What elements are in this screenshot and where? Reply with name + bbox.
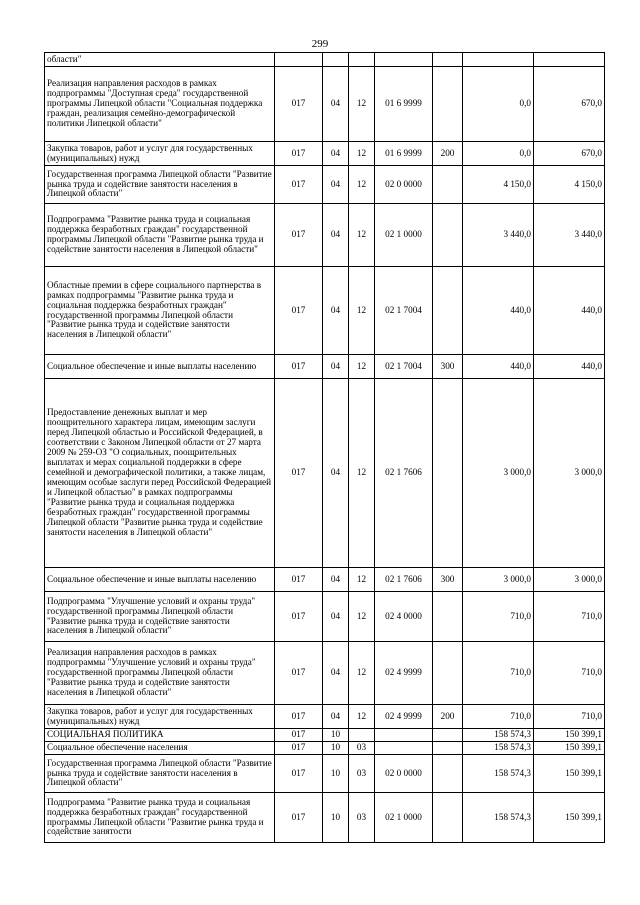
expense-type xyxy=(433,742,463,755)
ved-code xyxy=(275,53,323,67)
subsection-code: 12 xyxy=(349,267,375,355)
ved-code: 017 xyxy=(275,166,323,204)
amount-year-2: 3 000,0 xyxy=(534,379,605,568)
table-row xyxy=(45,592,605,642)
target-article: 02 4 0000 xyxy=(375,592,433,642)
amount-year-1: 710,0 xyxy=(463,705,534,729)
budget-table xyxy=(44,52,605,843)
table-row xyxy=(45,755,605,793)
amount-year-2: 440,0 xyxy=(534,355,605,379)
page-number: 299 xyxy=(311,38,329,50)
table-row xyxy=(45,742,605,755)
amount-year-1: 4 150,0 xyxy=(463,166,534,204)
target-article: 02 1 7606 xyxy=(375,379,433,568)
table-row xyxy=(45,642,605,705)
ved-code: 017 xyxy=(275,267,323,355)
amount-year-2: 3 000,0 xyxy=(534,568,605,592)
row-name: Социальное обеспечение и иные выплаты населению xyxy=(45,355,275,379)
budget-table-body xyxy=(45,53,605,843)
target-article: 02 0 0000 xyxy=(375,755,433,793)
expense-type xyxy=(433,755,463,793)
table-row xyxy=(45,204,605,267)
row-name: области" xyxy=(45,53,275,67)
subsection-code: 03 xyxy=(349,755,375,793)
ved-code: 017 xyxy=(275,642,323,705)
target-article: 02 1 7004 xyxy=(375,355,433,379)
amount-year-2: 440,0 xyxy=(534,267,605,355)
table-row xyxy=(45,793,605,843)
section-code: 10 xyxy=(323,742,349,755)
amount-year-2: 670,0 xyxy=(534,142,605,166)
amount-year-2: 3 440,0 xyxy=(534,204,605,267)
subsection-code: 12 xyxy=(349,67,375,142)
target-article xyxy=(375,729,433,742)
amount-year-2: 670,0 xyxy=(534,67,605,142)
table-row xyxy=(45,568,605,592)
expense-type xyxy=(433,592,463,642)
section-code: 04 xyxy=(323,379,349,568)
section-code: 04 xyxy=(323,705,349,729)
target-article: 02 1 7004 xyxy=(375,267,433,355)
ved-code: 017 xyxy=(275,705,323,729)
row-name: Государственная программа Липецкой области "Развитие рынка труда и содействие занятости населения в Липецкой области" xyxy=(45,755,275,793)
table-row xyxy=(45,166,605,204)
row-name: Областные премии в сфере социального партнерства в рамках подпрограммы "Развитие рынка труда и социальная поддержка безработных граждан" государственной программы Липецкой области "Развитие рынка труда и содействие занятости населения в Липецкой области" xyxy=(45,267,275,355)
subsection-code xyxy=(349,729,375,742)
table-row xyxy=(45,729,605,742)
table-row xyxy=(45,142,605,166)
expense-type xyxy=(433,642,463,705)
row-name: Подпрограмма "Развитие рынка труда и социальная поддержка безработных граждан" государственной программы Липецкой области "Развитие рынка труда и содействие занятости населения в Липецкой области" xyxy=(45,204,275,267)
amount-year-1: 710,0 xyxy=(463,592,534,642)
expense-type xyxy=(433,729,463,742)
subsection-code: 12 xyxy=(349,379,375,568)
target-article xyxy=(375,742,433,755)
section-code: 10 xyxy=(323,755,349,793)
ved-code: 017 xyxy=(275,729,323,742)
amount-year-2: 150 399,1 xyxy=(534,793,605,843)
section-code: 04 xyxy=(323,166,349,204)
amount-year-1: 0,0 xyxy=(463,67,534,142)
section-code: 04 xyxy=(323,267,349,355)
amount-year-1: 710,0 xyxy=(463,642,534,705)
expense-type xyxy=(433,166,463,204)
amount-year-1: 440,0 xyxy=(463,355,534,379)
subsection-code: 03 xyxy=(349,793,375,843)
section-code: 04 xyxy=(323,204,349,267)
subsection-code: 12 xyxy=(349,592,375,642)
subsection-code: 03 xyxy=(349,742,375,755)
table-row xyxy=(45,53,605,67)
table-row xyxy=(45,705,605,729)
expense-type xyxy=(433,67,463,142)
expense-type: 200 xyxy=(433,705,463,729)
section-code: 04 xyxy=(323,355,349,379)
subsection-code: 12 xyxy=(349,142,375,166)
row-name: Предоставление денежных выплат и мер поощрительного характера лицам, имеющим заслуги перед Липецкой областью и Российской Федерацией, в соответствии с Законом Липецкой области от 27 марта 2009 № 259-ОЗ "О социальных, поощрительных выплатах и мерах социальной поддержки в сфере семейной и демографической политики, а также лицам, имеющим особые заслуги перед Российской Федерацией и Липецкой областью" в рамках подпрограммы "Развитие рынка труда и социальная поддержка безработных граждан" государственной программы Липецкой области "Развитие рынка труда и содействие занятости населения в Липецкой области" xyxy=(45,379,275,568)
ved-code: 017 xyxy=(275,742,323,755)
target-article: 02 4 9999 xyxy=(375,705,433,729)
row-name: Подпрограмма "Развитие рынка труда и социальная поддержка безработных граждан" государственной программы Липецкой области "Развитие рынка труда и содействие занятости xyxy=(45,793,275,843)
target-article: 01 6 9999 xyxy=(375,142,433,166)
expense-type xyxy=(433,204,463,267)
amount-year-1: 158 574,3 xyxy=(463,793,534,843)
section-code: 10 xyxy=(323,793,349,843)
ved-code: 017 xyxy=(275,355,323,379)
amount-year-1: 158 574,3 xyxy=(463,755,534,793)
table-row xyxy=(45,267,605,355)
subsection-code: 12 xyxy=(349,166,375,204)
target-article: 02 4 9999 xyxy=(375,642,433,705)
expense-type xyxy=(433,379,463,568)
subsection-code: 12 xyxy=(349,204,375,267)
subsection-code: 12 xyxy=(349,642,375,705)
row-name: Подпрограмма "Улучшение условий и охраны труда" государственной программы Липецкой области "Развитие рынка труда и содействие занятости населения в Липецкой области" xyxy=(45,592,275,642)
ved-code: 017 xyxy=(275,568,323,592)
amount-year-1: 158 574,3 xyxy=(463,729,534,742)
row-name: СОЦИАЛЬНАЯ ПОЛИТИКА xyxy=(45,729,275,742)
section-code: 04 xyxy=(323,642,349,705)
amount-year-1: 0,0 xyxy=(463,142,534,166)
amount-year-2: 4 150,0 xyxy=(534,166,605,204)
expense-type xyxy=(433,53,463,67)
row-name: Социальное обеспечение населения xyxy=(45,742,275,755)
ved-code: 017 xyxy=(275,379,323,568)
ved-code: 017 xyxy=(275,142,323,166)
amount-year-2: 150 399,1 xyxy=(534,729,605,742)
target-article: 02 0 0000 xyxy=(375,166,433,204)
section-code: 10 xyxy=(323,729,349,742)
target-article: 02 1 0000 xyxy=(375,793,433,843)
subsection-code: 12 xyxy=(349,355,375,379)
row-name: Закупка товаров, работ и услуг для государственных (муниципальных) нужд xyxy=(45,705,275,729)
expense-type: 300 xyxy=(433,355,463,379)
table-row xyxy=(45,355,605,379)
section-code: 04 xyxy=(323,568,349,592)
expense-type: 300 xyxy=(433,568,463,592)
target-article xyxy=(375,53,433,67)
section-code: 04 xyxy=(323,592,349,642)
amount-year-1: 158 574,3 xyxy=(463,742,534,755)
amount-year-1 xyxy=(463,53,534,67)
amount-year-2: 710,0 xyxy=(534,642,605,705)
expense-type xyxy=(433,267,463,355)
amount-year-2: 150 399,1 xyxy=(534,755,605,793)
amount-year-2: 150 399,1 xyxy=(534,742,605,755)
ved-code: 017 xyxy=(275,755,323,793)
amount-year-1: 3 000,0 xyxy=(463,379,534,568)
subsection-code xyxy=(349,53,375,67)
section-code: 04 xyxy=(323,142,349,166)
row-name: Государственная программа Липецкой области "Развитие рынка труда и содействие занятости населения в Липецкой области" xyxy=(45,166,275,204)
target-article: 02 1 0000 xyxy=(375,204,433,267)
amount-year-1: 3 440,0 xyxy=(463,204,534,267)
ved-code: 017 xyxy=(275,204,323,267)
target-article: 02 1 7606 xyxy=(375,568,433,592)
subsection-code: 12 xyxy=(349,568,375,592)
row-name: Реализация направления расходов в рамках подпрограммы "Доступная среда" государственной программы Липецкой области "Социальная поддержка граждан, реализация семейно-демографической политики Липецкой области" xyxy=(45,67,275,142)
section-code xyxy=(323,53,349,67)
section-code: 04 xyxy=(323,67,349,142)
target-article: 01 6 9999 xyxy=(375,67,433,142)
ved-code: 017 xyxy=(275,67,323,142)
ved-code: 017 xyxy=(275,592,323,642)
amount-year-2: 710,0 xyxy=(534,705,605,729)
row-name: Реализация направления расходов в рамках подпрограммы "Улучшение условий и охраны труда" государственной программы Липецкой области "Развитие рынка труда и содействие занятости населения в Липецкой области" xyxy=(45,642,275,705)
subsection-code: 12 xyxy=(349,705,375,729)
row-name: Социальное обеспечение и иные выплаты населению xyxy=(45,568,275,592)
amount-year-2 xyxy=(534,53,605,67)
amount-year-1: 440,0 xyxy=(463,267,534,355)
ved-code: 017 xyxy=(275,793,323,843)
expense-type xyxy=(433,793,463,843)
row-name: Закупка товаров, работ и услуг для государственных (муниципальных) нужд xyxy=(45,142,275,166)
amount-year-2: 710,0 xyxy=(534,592,605,642)
table-row xyxy=(45,67,605,142)
expense-type: 200 xyxy=(433,142,463,166)
amount-year-1: 3 000,0 xyxy=(463,568,534,592)
table-row xyxy=(45,379,605,568)
